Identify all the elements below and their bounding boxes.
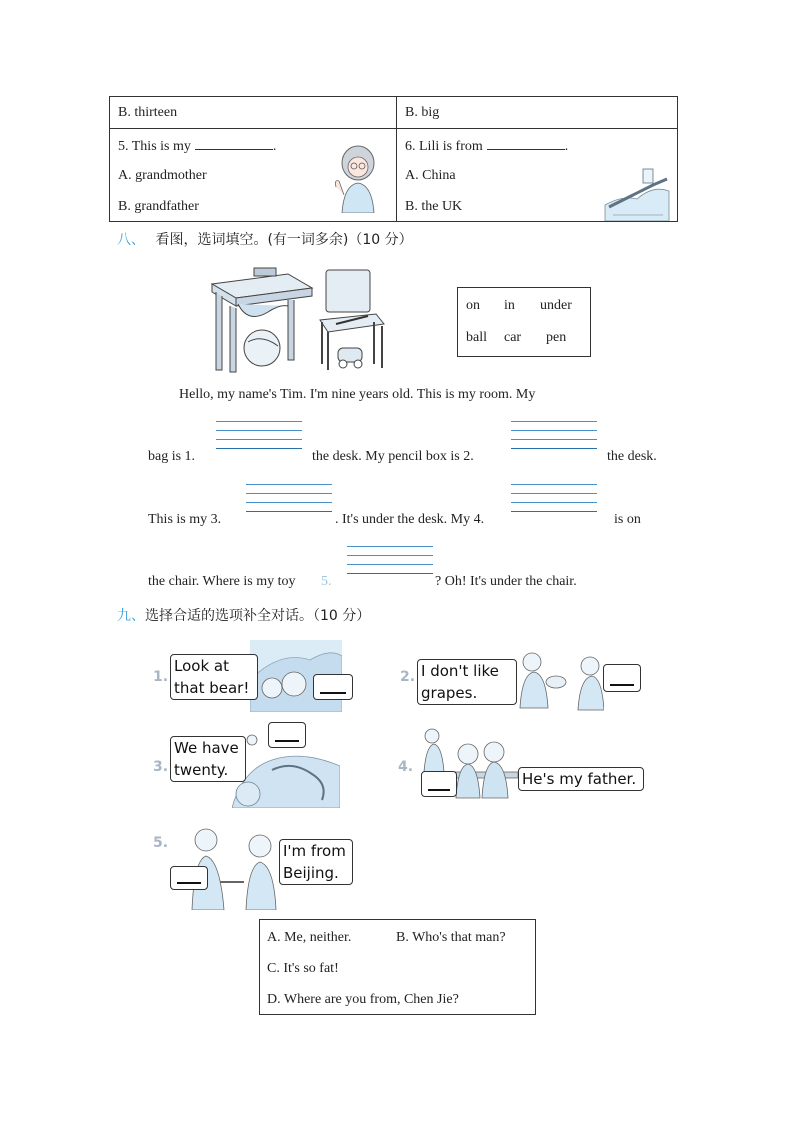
great-wall-illustration (603, 165, 671, 221)
dialog-5-number: 5. (153, 835, 169, 851)
option-d: D. Where are you from, Chen Jie? (267, 992, 459, 1007)
option-b-big: B. big (397, 97, 678, 129)
question-6-cell (397, 129, 678, 222)
word-under: under (540, 298, 572, 313)
dialog-5-answer-bubble (170, 866, 208, 890)
paragraph-line-3a: This is my 3. (148, 512, 222, 527)
section-8-title: 八、 看图，选词填空。(有一词多余)（10 分） (117, 232, 413, 248)
answer-blank (487, 137, 565, 150)
dialog-1-speech-bubble: Look at that bear! (170, 654, 258, 700)
section-9-title: 九、选择合适的选项补全对话。（10 分） (117, 608, 371, 624)
word-bank (457, 287, 591, 357)
paragraph-line-4a: the chair. Where is my toy (148, 574, 296, 589)
paragraph-line-2b: the desk. My pencil box is 2. (312, 449, 474, 464)
question-6-option-b: B. the UK (405, 199, 463, 214)
paragraph-line-2a: bag is 1. (148, 449, 196, 464)
option-a: A. Me, neither. (267, 930, 352, 945)
question-5-stem: 5. This is my . (118, 139, 277, 154)
desk-chair-illustration (208, 264, 388, 376)
writing-lines-3 (246, 484, 332, 520)
word-in: in (504, 298, 515, 313)
answer-blank (195, 137, 273, 150)
word-ball: ball (466, 330, 487, 345)
question-5-option-a: A. grandmother (118, 168, 207, 183)
dialog-1-answer-bubble (313, 674, 353, 700)
dialog-3-speech-bubble: We have twenty. (170, 736, 246, 782)
dialog-4-answer-bubble (421, 771, 457, 797)
grandmother-illustration (332, 139, 382, 213)
dialog-2-speech-bubble: I don't like grapes. (417, 659, 517, 705)
item-number-5: 5. (321, 574, 332, 589)
question-5-cell (110, 129, 397, 222)
dialog-2-illustration (508, 648, 604, 714)
word-pen: pen (546, 330, 567, 345)
writing-lines-4 (511, 484, 597, 520)
question-6-stem: 6. Lili is from . (405, 139, 569, 154)
dialog-3-answer-bubble (268, 722, 306, 748)
option-b: B. Who's that man? (396, 930, 506, 945)
answer-options-box (259, 919, 536, 1015)
option-c: C. It's so fat! (267, 961, 339, 976)
dialog-4-speech-bubble: He's my father. (518, 767, 644, 791)
writing-lines-1 (216, 421, 302, 457)
writing-lines-2 (511, 421, 597, 457)
dialog-1-number: 1. (153, 669, 169, 685)
question-5-option-b: B. grandfather (118, 199, 199, 214)
paragraph-line-2c: the desk. (607, 449, 657, 464)
question-table (109, 96, 678, 222)
paragraph-line-3b: . It's under the desk. My 4. (335, 512, 485, 527)
dialog-4-number: 4. (398, 759, 414, 775)
dialog-2-number: 2. (400, 669, 416, 685)
paragraph-line-3c: is on (614, 512, 641, 527)
writing-lines-5 (347, 546, 433, 582)
question-6-option-a: A. China (405, 168, 456, 183)
option-b-thirteen: B. thirteen (110, 97, 397, 129)
paragraph-line-1: Hello, my name's Tim. I'm nine years old. This is my room. My (179, 387, 536, 402)
dialog-3-number: 3. (153, 759, 169, 775)
paragraph-line-4b: ? Oh! It's under the chair. (435, 574, 577, 589)
word-car: car (504, 330, 522, 345)
dialog-2-answer-bubble (603, 664, 641, 692)
dialog-5-speech-bubble: I'm from Beijing. (279, 839, 353, 885)
word-on: on (466, 298, 480, 313)
